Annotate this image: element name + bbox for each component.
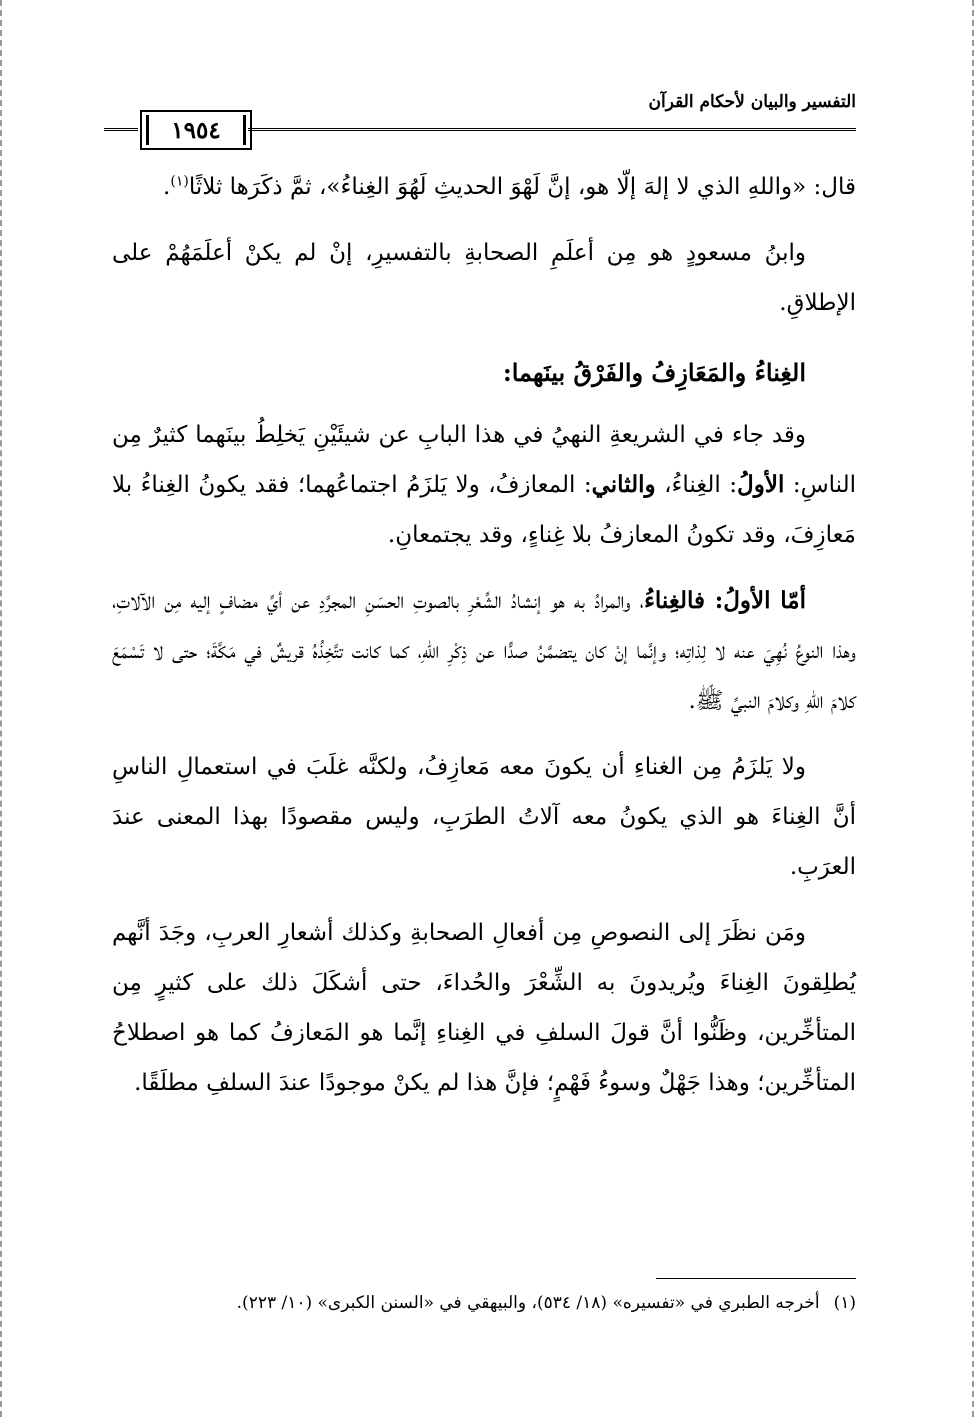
label-first: الأولُ — [737, 471, 785, 498]
label-singing: أمّا الأولُ: فالغِناءُ — [644, 587, 806, 614]
paragraph-companions: ومَن نظَرَ إلى النصوصِ مِن أفعالِ الصحابةِ وكذلك أشعارِ العربِ، وجَدَ أنَّهم يُطلِقونَ الغِناءَ ويُريدونَ به الشِّعْرَ والحُداءَ، حتى أشكَلَ ذلك على كثيرٍ مِن المتأخِّرين، وظَنُّوا أنَّ قولَ السلفِ في الغِناءِ إنَّما هو المَعازفُ كما هو اصطلاحُ المتأخِّرين؛ وهذا جَهْلٌ وسوءُ فَهْمٍ؛ فإنَّ هذا لم يكنْ موجودًا عندَ السلفِ مطلَقًا. — [112, 920, 856, 1096]
main-text — [112, 162, 856, 1108]
paragraph-ibn-masud: وابنُ مسعودٍ هو مِن أعلَمِ الصحابةِ بالتفسيرِ، إنْ لم يكنْ أعلَمَهُمْ على الإطلاقِ. — [112, 240, 856, 316]
paragraph-instruments: ولا يَلزَمُ مِن الغناءِ أن يكونَ معه مَعازِفُ، ولكنَّه غلَبَ في استعمالِ الناسِ أنَّ الغِناءَ هو الذي يكونُ معه آلاتُ الطرَبِ، وليس مقصودًا بهذا المعنى عندَ العرَبِ. — [112, 754, 856, 880]
paragraph-two-things: وقد جاء في الشريعةِ النهيُ في هذا البابِ عن شيئَيْنِ يَخلِطُ بينَهما كثيرٌ مِن الناسِ: الأولُ: الغِناءُ، والثاني: المعازفُ، ولا يَلزَمُ اجتماعُهما؛ فقد يكونُ الغِناءُ بلا مَعازِفَ، وقد تكونُ المعازفُ بلا غِناءٍ، وقد يجتمعانِ. — [112, 422, 857, 548]
scan-edge-left — [0, 0, 4, 1417]
paragraph-singing: أمّا الأولُ: فالغِناءُ، والمرادُ به هو إنشادُ الشِّعْرِ بالصوتِ الحسَنِ المجرَّدِ عن أيِّ مضافٍ إليه مِن الآلاتِ، وهذا النوعُ نُهِيَ عنه لا لِذاتِه؛ وإنَّما إنْ كان يتضمَّنُ صدًّا عن ذِكْرِ اللهِ، كما كانت تتَّخِذُهُ قريشٌ في مَكَّةَ؛ حتى لا تَسْمَعَ كلامَ اللهِ وكلامَ النبيِّ ﷺ. — [112, 587, 856, 714]
header-rule — [248, 128, 856, 131]
running-title: التفسير والبيان لأحكام القرآن — [648, 92, 856, 112]
footnote-reference: (١) — [170, 173, 189, 190]
footnote-rule — [656, 1278, 856, 1279]
scan-edge-right — [970, 0, 974, 1417]
footnote-number: (١) — [833, 1293, 856, 1313]
footnote-item — [112, 1289, 856, 1317]
page-number-text: ١٩٥٤ — [171, 116, 221, 144]
page-number — [140, 110, 252, 150]
footnote-text: أخرجه الطبري في «تفسيره» (١٨/ ٥٣٤)، والبيهقي في «السنن الكبرى» (١٠/ ٢٢٣). — [236, 1293, 820, 1313]
label-second: والثاني — [591, 471, 656, 498]
footnotes — [112, 1278, 856, 1317]
book-page — [112, 88, 856, 1388]
page-header — [112, 88, 856, 162]
section-heading: الغِناءُ والمَعَازِفُ والفَرْقُ بينَهما: — [502, 358, 806, 387]
page-number-rule — [104, 128, 138, 131]
paragraph-quote: قال: «واللهِ الذي لا إلهَ إلّا هو، إنَّ لَهْوَ الحديثِ لَهُوَ الغِناءُ»، ثمَّ ذكَرَها ثلاثًا$^{(١)}$. — [163, 173, 856, 200]
